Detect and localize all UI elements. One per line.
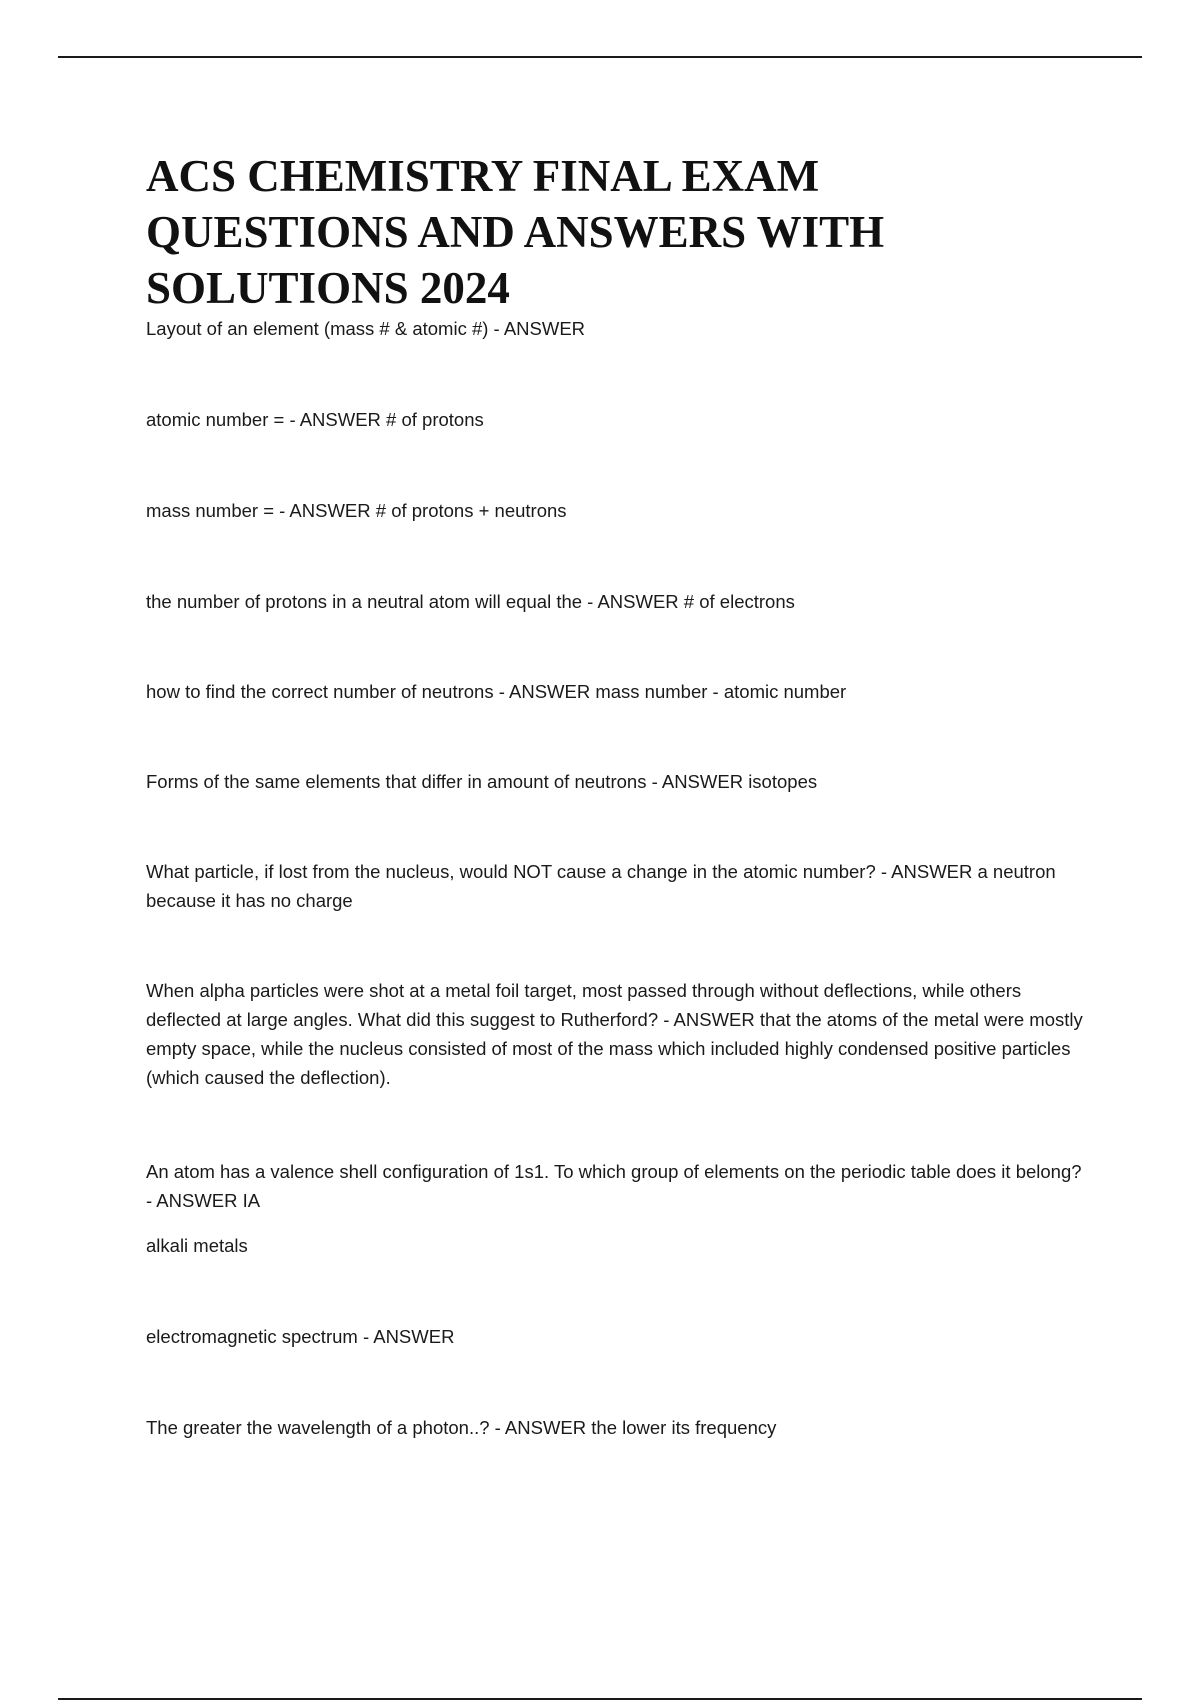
qa-item-find-neutrons: how to find the correct number of neutrons - ANSWER mass number - atomic number bbox=[146, 681, 847, 702]
qa-item-atomic-number: atomic number = - ANSWER # of protons bbox=[146, 409, 484, 430]
qa-item-isotopes: Forms of the same elements that differ in amount of neutrons - ANSWER isotopes bbox=[146, 771, 818, 792]
title-line-3: SOLUTIONS 2024 bbox=[146, 263, 510, 313]
qa-item-wavelength: The greater the wavelength of a photon..? - ANSWER the lower its frequency bbox=[146, 1417, 777, 1438]
title-line-1: ACS CHEMISTRY FINAL EXAM bbox=[146, 151, 820, 201]
qa-item-electromagnetic-spectrum: electromagnetic spectrum - ANSWER bbox=[146, 1326, 455, 1347]
qa-item-neutron-loss: What particle, if lost from the nucleus, would NOT cause a change in the atomic number? - ANSWER a neutron because it has no charge bbox=[146, 861, 1056, 911]
qa-item-valence-shell: An atom has a valence shell configuration of 1s1. To which group of elements on the periodic table does it belong? - ANSWER IA bbox=[146, 1161, 1082, 1211]
qa-item-alkali-metals: alkali metals bbox=[146, 1235, 248, 1256]
title-line-2: QUESTIONS AND ANSWERS WITH bbox=[146, 207, 885, 257]
qa-item-rutherford: When alpha particles were shot at a metal foil target, most passed through without deflections, while others deflected at large angles. What did this suggest to Rutherford? - ANSWER that the atoms of the metal were mostly empty space, while the nucleus consisted of most of the mass which included highly condensed positive particles (which caused the deflection). bbox=[146, 980, 1083, 1088]
qa-item-layout-of-element: Layout of an element (mass # & atomic #) - ANSWER bbox=[146, 318, 586, 339]
document-title bbox=[146, 148, 1106, 316]
top-rule bbox=[58, 56, 1142, 58]
qa-item-protons-electrons: the number of protons in a neutral atom will equal the - ANSWER # of electrons bbox=[146, 591, 795, 612]
qa-item-mass-number: mass number = - ANSWER # of protons + neutrons bbox=[146, 500, 567, 521]
